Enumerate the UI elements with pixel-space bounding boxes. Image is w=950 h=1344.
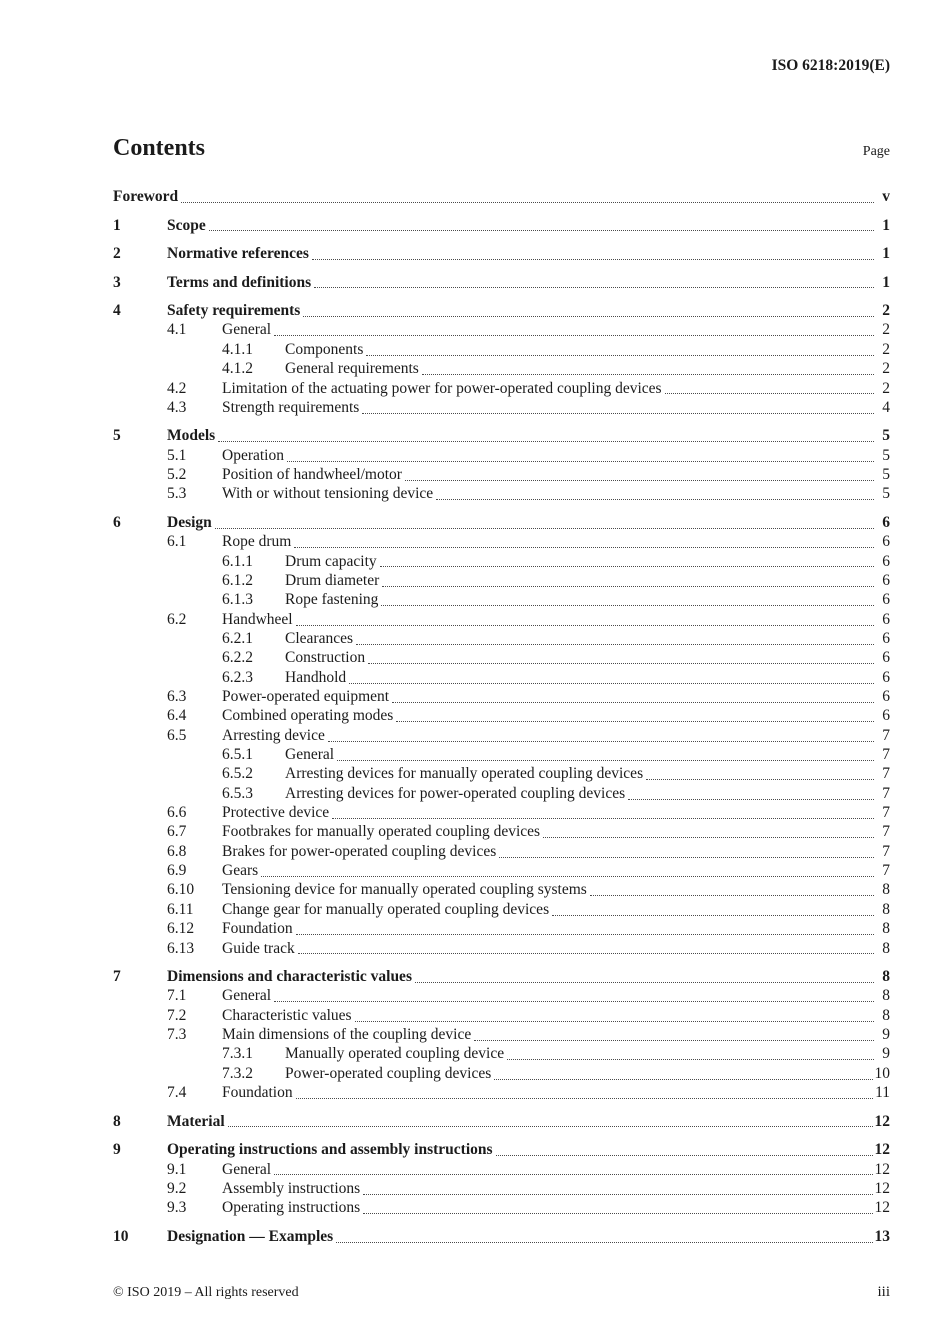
dot-leader bbox=[471, 1025, 876, 1044]
dot-leader bbox=[389, 687, 876, 706]
toc-entry[interactable] bbox=[113, 513, 890, 532]
toc-entry[interactable] bbox=[113, 532, 890, 551]
toc-entry-title: Dimensions and characteristic values bbox=[167, 968, 412, 986]
toc-entry[interactable] bbox=[113, 1227, 890, 1246]
toc-entry-page: 6 bbox=[882, 533, 890, 551]
dot-leader bbox=[587, 880, 876, 899]
toc-entry-title: Components bbox=[285, 340, 364, 358]
toc-entry-page: 8 bbox=[882, 900, 890, 918]
toc-entry-title: Safety requirements bbox=[167, 302, 301, 320]
toc-entry[interactable] bbox=[113, 986, 890, 1005]
toc-entry[interactable] bbox=[113, 187, 890, 206]
toc-entry-number: 6.5.1 bbox=[222, 746, 253, 764]
toc-entry-title: Position of handwheel/motor bbox=[222, 466, 402, 484]
toc-entry-number: 7 bbox=[113, 968, 121, 986]
toc-entry-page: 5 bbox=[882, 466, 890, 484]
toc-entry-number: 6.3 bbox=[167, 688, 187, 706]
toc-entry[interactable] bbox=[113, 465, 890, 484]
toc-entry-number: 7.2 bbox=[167, 1006, 187, 1024]
toc-entry[interactable] bbox=[113, 1025, 890, 1044]
toc-entry-page: 6 bbox=[882, 707, 890, 725]
toc-entry-title: Strength requirements bbox=[222, 398, 360, 416]
toc-entry-number: 9.3 bbox=[167, 1199, 187, 1217]
toc-entry-number: 7.1 bbox=[167, 987, 187, 1005]
toc-entry[interactable] bbox=[113, 784, 890, 803]
dot-leader bbox=[360, 1179, 874, 1198]
toc-entry-page: 1 bbox=[882, 216, 890, 234]
toc-entry-number: 6.1.1 bbox=[222, 552, 253, 570]
toc-entry-title: Manually operated coupling device bbox=[285, 1045, 505, 1063]
toc-entry-title: Foundation bbox=[222, 920, 293, 938]
toc-entry[interactable] bbox=[113, 1198, 890, 1217]
toc-entry-title: General requirements bbox=[285, 360, 419, 378]
toc-entry[interactable] bbox=[113, 629, 890, 648]
toc-entry-number: 6.1 bbox=[167, 533, 187, 551]
dot-leader bbox=[293, 610, 876, 629]
toc-entry[interactable] bbox=[113, 216, 890, 235]
toc-entry-number: 4.2 bbox=[167, 379, 187, 397]
toc-entry-number: 10 bbox=[113, 1227, 129, 1245]
toc-entry-page: 12 bbox=[874, 1179, 890, 1197]
toc-entry-page: 6 bbox=[882, 630, 890, 647]
toc-entry-page: 5 bbox=[882, 446, 890, 464]
toc-entry-title: Assembly instructions bbox=[222, 1179, 361, 1197]
dot-leader bbox=[309, 244, 876, 263]
toc-entry-title: Terms and definitions bbox=[167, 273, 312, 291]
page-footer bbox=[113, 1283, 890, 1302]
dot-leader bbox=[346, 668, 876, 687]
toc-entry-page: 7 bbox=[882, 823, 890, 841]
toc-entry-title: General bbox=[222, 321, 272, 339]
dot-leader bbox=[412, 967, 876, 986]
toc-entry-title: Scope bbox=[167, 216, 206, 234]
copyright-notice: © ISO 2019 – All rights reserved bbox=[113, 1285, 299, 1300]
contents-title: Contents bbox=[113, 135, 206, 161]
toc-entry-number: 3 bbox=[113, 273, 121, 291]
toc-entry-number: 6.2.3 bbox=[222, 668, 253, 686]
toc-entry-number: 4.1.2 bbox=[222, 360, 253, 378]
toc-entry-title: Power-operated coupling devices bbox=[285, 1064, 492, 1082]
toc-entry-number: 5.2 bbox=[167, 466, 187, 484]
toc-entry-number: 5 bbox=[113, 427, 121, 445]
toc-entry-number: 6.5.3 bbox=[222, 784, 253, 802]
toc-entry[interactable] bbox=[113, 861, 890, 880]
dot-leader bbox=[295, 939, 876, 958]
toc-entry[interactable] bbox=[113, 426, 890, 445]
toc-entry[interactable] bbox=[113, 273, 890, 292]
toc-entry-number: 8 bbox=[113, 1112, 121, 1130]
toc-entry[interactable] bbox=[113, 842, 890, 861]
toc-entry[interactable] bbox=[113, 706, 890, 725]
toc-entry-title: Handhold bbox=[285, 668, 347, 686]
toc-entry-page: 1 bbox=[882, 245, 890, 263]
toc-entry-number: 6.4 bbox=[167, 707, 187, 725]
toc-entry-number: 6.5 bbox=[167, 726, 187, 744]
toc-entry[interactable] bbox=[113, 398, 890, 417]
toc-entry-title: Arresting devices for manually operated coupling devices bbox=[285, 765, 644, 783]
dot-leader bbox=[393, 706, 876, 725]
page-column-label: Page bbox=[862, 144, 890, 159]
dot-leader bbox=[359, 398, 876, 417]
toc-entry-number: 7.3.1 bbox=[222, 1045, 253, 1063]
dot-leader bbox=[363, 340, 876, 359]
toc-entry-page: 10 bbox=[874, 1064, 890, 1082]
toc-entry-page: 7 bbox=[882, 842, 890, 860]
toc-entry-number: 6.12 bbox=[167, 920, 195, 938]
dot-leader bbox=[419, 359, 876, 378]
toc-entry[interactable] bbox=[113, 301, 890, 320]
toc-entry-number: 6.6 bbox=[167, 804, 187, 822]
dot-leader bbox=[271, 1160, 874, 1179]
toc-entry-page: 2 bbox=[882, 360, 890, 378]
toc-entry-title: Change gear for manually operated coupling devices bbox=[222, 900, 550, 918]
dot-leader bbox=[271, 986, 876, 1005]
toc-entry-number: 6.2 bbox=[167, 610, 187, 628]
contents-header bbox=[113, 133, 890, 163]
toc-entry-title: Tensioning device for manually operated coupling systems bbox=[222, 881, 587, 899]
toc-entry[interactable] bbox=[113, 1044, 890, 1063]
toc-entry-number: 6.7 bbox=[167, 823, 187, 841]
toc-entry-page: 6 bbox=[882, 649, 890, 667]
toc-entry[interactable] bbox=[113, 967, 890, 986]
toc-entry[interactable] bbox=[113, 764, 890, 783]
toc-entry-number: 6.1.2 bbox=[222, 571, 253, 589]
toc-entry-page: 8 bbox=[882, 1006, 890, 1024]
toc-entry-title: Combined operating modes bbox=[222, 707, 394, 725]
toc-entry-page: 12 bbox=[874, 1160, 890, 1178]
dot-leader bbox=[325, 726, 876, 745]
toc-entry-title: Material bbox=[167, 1112, 225, 1130]
toc-entry-page: 6 bbox=[882, 591, 890, 609]
toc-entry-number: 7.3.2 bbox=[222, 1064, 253, 1082]
toc-entry-title: Brakes for power-operated coupling devices bbox=[222, 842, 497, 860]
document-reference: ISO 6218:2019(E) bbox=[771, 57, 890, 74]
dot-leader bbox=[206, 216, 876, 235]
dot-leader bbox=[377, 552, 876, 571]
toc-entry[interactable] bbox=[113, 590, 890, 609]
dot-leader bbox=[293, 1083, 875, 1102]
toc-entry[interactable] bbox=[113, 1160, 890, 1179]
toc-entry-number: 4 bbox=[113, 302, 121, 320]
toc-entry-title: Footbrakes for manually operated coupling devices bbox=[222, 823, 541, 841]
toc-entry-number: 6.1.3 bbox=[222, 591, 253, 609]
toc-entry-page: 5 bbox=[882, 427, 890, 445]
dot-leader bbox=[225, 1112, 875, 1131]
toc-entry-number: 5.3 bbox=[167, 485, 187, 503]
toc-entry-title: General bbox=[222, 987, 272, 1005]
toc-entry[interactable] bbox=[113, 1112, 890, 1131]
toc-entry-page: 12 bbox=[874, 1112, 890, 1130]
dot-leader bbox=[365, 648, 876, 667]
toc-entry-page: 1 bbox=[882, 273, 890, 291]
toc-entry[interactable] bbox=[113, 320, 890, 339]
dot-leader bbox=[353, 629, 876, 648]
toc-entry-page: 6 bbox=[882, 571, 890, 589]
toc-entry[interactable] bbox=[113, 745, 890, 764]
dot-leader bbox=[284, 446, 876, 465]
dot-leader bbox=[504, 1044, 876, 1063]
toc-entry-page: 12 bbox=[874, 1141, 890, 1159]
toc-entry-page: 9 bbox=[882, 1045, 890, 1063]
toc-entry[interactable] bbox=[113, 1064, 890, 1083]
toc-entry[interactable] bbox=[113, 1140, 890, 1159]
toc-entry-page: 7 bbox=[882, 746, 890, 764]
toc-entry-page: 2 bbox=[882, 340, 890, 358]
toc-entry-number: 6.10 bbox=[167, 881, 195, 899]
toc-entry-number: 9.1 bbox=[167, 1160, 187, 1178]
toc-entry-title: Operating instructions and assembly instructions bbox=[167, 1141, 493, 1159]
dot-leader bbox=[291, 532, 876, 551]
toc-entry-title: Rope drum bbox=[222, 533, 292, 551]
toc-entry-page: 5 bbox=[882, 485, 890, 503]
toc-entry-title: Arresting device bbox=[222, 726, 325, 744]
toc-entry-title: Main dimensions of the coupling device bbox=[222, 1026, 472, 1044]
toc-entry-number: 6.5.2 bbox=[222, 765, 253, 783]
dot-leader bbox=[360, 1198, 874, 1217]
toc-entry-title: Characteristic values bbox=[222, 1006, 352, 1024]
toc-entry[interactable] bbox=[113, 900, 890, 919]
toc-entry-title: General bbox=[285, 746, 335, 764]
dot-leader bbox=[493, 1140, 875, 1159]
dot-leader bbox=[329, 803, 876, 822]
toc-entry-number: 4.1.1 bbox=[222, 340, 253, 358]
dot-leader bbox=[662, 379, 876, 398]
toc-entry-title: Power-operated equipment bbox=[222, 688, 390, 706]
toc-entry[interactable] bbox=[113, 1179, 890, 1198]
toc-entry[interactable] bbox=[113, 919, 890, 938]
toc-entry[interactable] bbox=[113, 1006, 890, 1025]
toc-entry[interactable] bbox=[113, 687, 890, 706]
toc-entry[interactable] bbox=[113, 726, 890, 745]
toc-entry-page: 4 bbox=[882, 398, 890, 416]
toc-entry-page: 8 bbox=[882, 968, 890, 986]
toc-entry-title: Protective device bbox=[222, 804, 330, 822]
dot-leader bbox=[178, 187, 876, 206]
toc-entry[interactable] bbox=[113, 610, 890, 629]
toc-entry[interactable] bbox=[113, 571, 890, 590]
dot-leader bbox=[433, 484, 876, 503]
toc-entry-page: 6 bbox=[882, 688, 890, 706]
toc-entry-title: Drum diameter bbox=[285, 571, 380, 589]
toc-entry-page: 6 bbox=[882, 668, 890, 686]
dot-leader bbox=[215, 426, 876, 445]
toc-entry-page: 2 bbox=[882, 379, 890, 397]
toc-entry-title: Arresting devices for power-operated coupling devices bbox=[285, 784, 626, 802]
dot-leader bbox=[402, 465, 876, 484]
toc-entry[interactable] bbox=[113, 484, 890, 503]
toc-entry-title: Drum capacity bbox=[285, 552, 377, 570]
toc-entry-title: Designation — Examples bbox=[167, 1227, 334, 1245]
dot-leader bbox=[643, 764, 876, 783]
toc-entry-page: 2 bbox=[882, 321, 890, 339]
toc-entry-title: Operating instructions bbox=[222, 1199, 361, 1217]
toc-entry-title: Normative references bbox=[167, 245, 309, 263]
toc-entry-number: 6.2.1 bbox=[222, 630, 253, 647]
dot-leader bbox=[379, 571, 876, 590]
toc-entry-title: Models bbox=[167, 427, 216, 445]
toc-entry-page: 8 bbox=[882, 987, 890, 1005]
toc-entry-page: 11 bbox=[875, 1084, 890, 1102]
toc-entry-number: 9.2 bbox=[167, 1179, 187, 1197]
toc-entry[interactable] bbox=[113, 880, 890, 899]
dot-leader bbox=[625, 784, 876, 803]
toc-entry-title: Design bbox=[167, 513, 212, 531]
dot-leader bbox=[378, 590, 876, 609]
dot-leader bbox=[549, 900, 876, 919]
toc-entry[interactable] bbox=[113, 648, 890, 667]
dot-leader bbox=[258, 861, 876, 880]
toc-entry[interactable] bbox=[113, 822, 890, 841]
toc-entry-page: 7 bbox=[882, 804, 890, 822]
toc-entry-number: 4.1 bbox=[167, 321, 187, 339]
toc-entry-number: 6.2.2 bbox=[222, 649, 253, 667]
toc-entry-title: Rope fastening bbox=[285, 591, 379, 609]
dot-leader bbox=[300, 301, 876, 320]
toc-entry-number: 7.3 bbox=[167, 1026, 187, 1044]
dot-leader bbox=[311, 273, 876, 292]
toc-entry[interactable] bbox=[113, 668, 890, 687]
folio-page-number: iii bbox=[877, 1284, 890, 1300]
dot-leader bbox=[334, 745, 876, 764]
toc-entry-number: 2 bbox=[113, 245, 121, 263]
toc-entry-number: 6.11 bbox=[167, 900, 194, 918]
dot-leader bbox=[293, 919, 876, 938]
toc-entry-title: Handwheel bbox=[222, 610, 293, 628]
toc-entry-title: Foundation bbox=[222, 1084, 293, 1102]
toc-entry-title: Clearances bbox=[285, 630, 353, 647]
toc-entry[interactable] bbox=[113, 1083, 890, 1102]
dot-leader bbox=[352, 1006, 876, 1025]
toc-entry-page: 8 bbox=[882, 920, 890, 938]
toc-entry-title: Foreword bbox=[113, 188, 179, 205]
toc-entry-page: 8 bbox=[882, 939, 890, 957]
toc-entry[interactable] bbox=[113, 244, 890, 263]
toc-entry-page: 8 bbox=[882, 881, 890, 899]
toc-entry-page: 7 bbox=[882, 862, 890, 880]
toc-entry[interactable] bbox=[113, 552, 890, 571]
toc-entry[interactable] bbox=[113, 359, 890, 378]
toc-entry-title: Gears bbox=[222, 862, 259, 880]
toc-entry[interactable] bbox=[113, 379, 890, 398]
toc-entry-page: 9 bbox=[882, 1026, 890, 1044]
toc-entry-page: 6 bbox=[882, 513, 890, 531]
toc-entry[interactable] bbox=[113, 939, 890, 958]
dot-leader bbox=[496, 842, 876, 861]
toc-entry-number: 4.3 bbox=[167, 398, 187, 416]
toc-entry-page: 6 bbox=[882, 610, 890, 628]
toc-entry-page: 2 bbox=[882, 302, 890, 320]
toc-entry-page: v bbox=[882, 188, 890, 205]
toc-entry[interactable] bbox=[113, 340, 890, 359]
toc-entry-title: With or without tensioning device bbox=[222, 485, 434, 503]
toc-entry-number: 6.9 bbox=[167, 862, 187, 880]
dot-leader bbox=[212, 513, 876, 532]
toc-entry-page: 6 bbox=[882, 552, 890, 570]
table-of-contents bbox=[113, 187, 890, 1246]
dot-leader bbox=[540, 822, 876, 841]
dot-leader bbox=[333, 1227, 874, 1246]
toc-entry-title: Limitation of the actuating power for power-operated coupling devices bbox=[222, 379, 662, 397]
toc-entry-page: 12 bbox=[874, 1199, 890, 1217]
toc-entry-number: 9 bbox=[113, 1141, 121, 1159]
toc-entry-page: 7 bbox=[882, 726, 890, 744]
toc-entry-number: 5.1 bbox=[167, 446, 187, 464]
toc-entry-title: General bbox=[222, 1160, 272, 1178]
toc-entry[interactable] bbox=[113, 803, 890, 822]
toc-entry[interactable] bbox=[113, 446, 890, 465]
dot-leader bbox=[271, 320, 876, 339]
toc-entry-page: 7 bbox=[882, 765, 890, 783]
toc-entry-number: 6.13 bbox=[167, 939, 195, 957]
toc-entry-number: 1 bbox=[113, 216, 121, 234]
toc-entry-page: 13 bbox=[874, 1227, 890, 1245]
toc-entry-title: Guide track bbox=[222, 939, 295, 957]
dot-leader bbox=[491, 1064, 874, 1083]
toc-entry-page: 7 bbox=[882, 784, 890, 802]
toc-entry-number: 6.8 bbox=[167, 842, 187, 860]
toc-entry-number: 6 bbox=[113, 513, 121, 531]
toc-entry-number: 7.4 bbox=[167, 1084, 187, 1102]
toc-entry-title: Operation bbox=[222, 446, 284, 464]
page-content bbox=[113, 0, 890, 1246]
toc-entry-title: Construction bbox=[285, 649, 366, 667]
